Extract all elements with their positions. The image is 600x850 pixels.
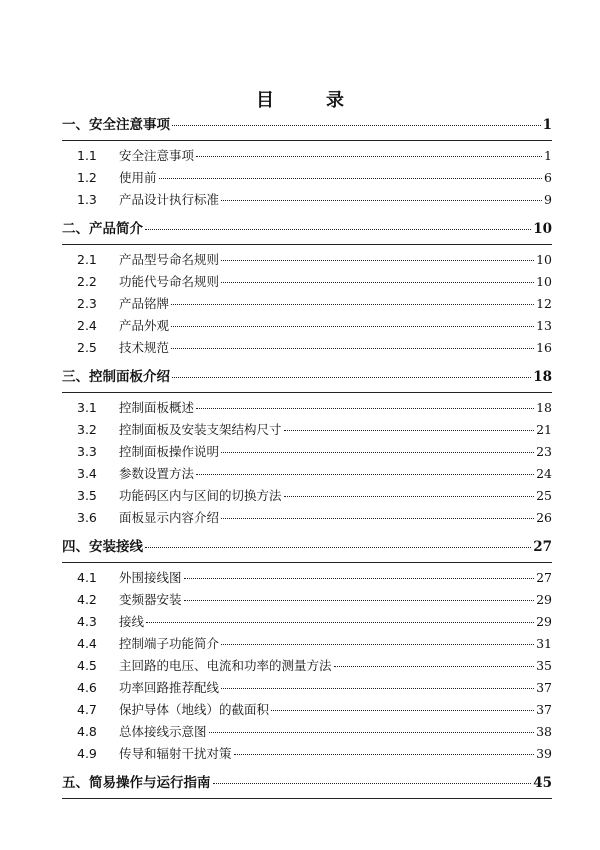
dot-leader xyxy=(221,200,542,201)
toc-section-entry[interactable] xyxy=(62,655,552,677)
toc-chapter-entry[interactable] xyxy=(62,114,552,136)
dot-leader xyxy=(159,178,543,179)
toc-chapter-entry[interactable] xyxy=(62,536,552,558)
dot-leader xyxy=(334,666,535,667)
dot-leader xyxy=(184,600,535,601)
section-number: 4.4 xyxy=(77,636,97,651)
chapter-divider xyxy=(62,392,552,393)
chapter-page-number: 10 xyxy=(533,221,552,237)
section-page-number: 18 xyxy=(536,400,552,415)
section-title: 变频器安装 xyxy=(119,592,182,607)
chapter-divider xyxy=(62,562,552,563)
section-number: 2.1 xyxy=(77,252,97,267)
dot-leader xyxy=(221,260,534,261)
section-title: 参数设置方法 xyxy=(119,466,195,481)
section-page-number: 29 xyxy=(536,592,552,607)
dot-leader xyxy=(213,783,532,784)
dot-leader xyxy=(171,326,534,327)
section-number: 3.6 xyxy=(77,510,97,525)
dot-leader xyxy=(271,710,534,711)
dot-leader xyxy=(171,348,534,349)
section-number: 3.3 xyxy=(77,444,97,459)
dot-leader xyxy=(196,474,534,475)
toc-section-entry[interactable] xyxy=(62,567,552,589)
section-title: 总体接线示意图 xyxy=(119,724,207,739)
table-of-contents xyxy=(62,114,552,803)
toc-section-entry[interactable] xyxy=(62,677,552,699)
section-number: 4.9 xyxy=(77,746,97,761)
toc-section-entry[interactable] xyxy=(62,293,552,315)
chapter-title: 三、控制面板介绍 xyxy=(62,369,170,385)
dot-leader xyxy=(221,518,534,519)
dot-leader xyxy=(172,125,541,126)
section-page-number: 9 xyxy=(544,192,552,207)
toc-section-entry[interactable] xyxy=(62,589,552,611)
chapter-page-number: 27 xyxy=(533,539,552,555)
chapter-page-number: 45 xyxy=(533,775,552,791)
toc-section-entry[interactable] xyxy=(62,337,552,359)
section-page-number: 21 xyxy=(536,422,552,437)
chapter-page-number: 1 xyxy=(542,117,552,133)
toc-title-char-2: 录 xyxy=(326,90,344,111)
chapter-title: 一、安全注意事项 xyxy=(62,117,170,133)
toc-section-entry[interactable] xyxy=(62,315,552,337)
section-number: 3.4 xyxy=(77,466,97,481)
section-title: 技术规范 xyxy=(119,340,170,355)
section-title: 传导和辐射干扰对策 xyxy=(119,746,232,761)
section-page-number: 25 xyxy=(536,488,552,503)
toc-chapter-entry[interactable] xyxy=(62,772,552,794)
section-page-number: 26 xyxy=(536,510,552,525)
chapter-page-number: 18 xyxy=(533,369,552,385)
dot-leader xyxy=(146,622,534,623)
toc-section-entry[interactable] xyxy=(62,271,552,293)
section-number: 3.1 xyxy=(77,400,97,415)
toc-section-entry[interactable] xyxy=(62,167,552,189)
section-number: 2.5 xyxy=(77,340,97,355)
toc-section-entry[interactable] xyxy=(62,145,552,167)
section-title: 控制面板概述 xyxy=(119,400,195,415)
section-page-number: 24 xyxy=(536,466,552,481)
dot-leader xyxy=(221,452,534,453)
section-page-number: 13 xyxy=(536,318,552,333)
toc-chapter-entry[interactable] xyxy=(62,366,552,388)
chapter-divider xyxy=(62,798,552,799)
section-number: 1.3 xyxy=(77,192,97,207)
section-page-number: 37 xyxy=(536,680,552,695)
section-number: 4.5 xyxy=(77,658,97,673)
section-page-number: 37 xyxy=(536,702,552,717)
toc-section-entry[interactable] xyxy=(62,633,552,655)
toc-chapter-entry[interactable] xyxy=(62,218,552,240)
section-number: 1.2 xyxy=(77,170,97,185)
toc-section-entry[interactable] xyxy=(62,249,552,271)
toc-section-entry[interactable] xyxy=(62,397,552,419)
dot-leader xyxy=(145,229,531,230)
section-title: 控制面板及安装支架结构尺寸 xyxy=(119,422,282,437)
toc-section-entry[interactable] xyxy=(62,419,552,441)
toc-section-entry[interactable] xyxy=(62,463,552,485)
section-number: 4.3 xyxy=(77,614,97,629)
section-title: 主回路的电压、电流和功率的测量方法 xyxy=(119,658,332,673)
section-number: 3.5 xyxy=(77,488,97,503)
section-number: 4.1 xyxy=(77,570,97,585)
section-page-number: 39 xyxy=(536,746,552,761)
dot-leader xyxy=(234,754,535,755)
section-title: 产品外观 xyxy=(119,318,170,333)
dot-leader xyxy=(196,408,534,409)
section-title: 使用前 xyxy=(119,170,157,185)
section-page-number: 27 xyxy=(536,570,552,585)
toc-title-char-1: 目 xyxy=(256,90,274,111)
section-title: 安全注意事项 xyxy=(119,148,195,163)
section-title: 功率回路推荐配线 xyxy=(119,680,220,695)
section-title: 功能代号命名规则 xyxy=(119,274,220,289)
dot-leader xyxy=(209,732,535,733)
chapter-divider xyxy=(62,244,552,245)
dot-leader xyxy=(196,156,542,157)
section-number: 2.4 xyxy=(77,318,97,333)
chapter-divider xyxy=(62,140,552,141)
section-page-number: 23 xyxy=(536,444,552,459)
dot-leader xyxy=(184,578,535,579)
toc-section-entry[interactable] xyxy=(62,441,552,463)
section-title: 控制面板操作说明 xyxy=(119,444,220,459)
dot-leader xyxy=(221,644,534,645)
dot-leader xyxy=(284,496,535,497)
dot-leader xyxy=(171,304,534,305)
dot-leader xyxy=(221,282,534,283)
section-page-number: 6 xyxy=(544,170,552,185)
section-number: 4.6 xyxy=(77,680,97,695)
chapter-title: 二、产品简介 xyxy=(62,221,143,237)
section-number: 4.2 xyxy=(77,592,97,607)
toc-section-entry[interactable] xyxy=(62,721,552,743)
section-number: 2.2 xyxy=(77,274,97,289)
section-page-number: 16 xyxy=(536,340,552,355)
section-page-number: 29 xyxy=(536,614,552,629)
section-title: 控制端子功能简介 xyxy=(119,636,220,651)
section-title: 产品铭牌 xyxy=(119,296,170,311)
dot-leader xyxy=(221,688,534,689)
section-page-number: 31 xyxy=(536,636,552,651)
section-title: 功能码区内与区间的切换方法 xyxy=(119,488,282,503)
toc-section-entry[interactable] xyxy=(62,699,552,721)
chapter-title: 四、安装接线 xyxy=(62,539,143,555)
section-page-number: 10 xyxy=(536,274,552,289)
toc-title xyxy=(0,86,600,112)
section-title: 外围接线图 xyxy=(119,570,182,585)
section-number: 4.8 xyxy=(77,724,97,739)
section-page-number: 35 xyxy=(536,658,552,673)
section-page-number: 10 xyxy=(536,252,552,267)
section-title: 产品设计执行标准 xyxy=(119,192,220,207)
dot-leader xyxy=(172,377,531,378)
section-number: 3.2 xyxy=(77,422,97,437)
section-page-number: 1 xyxy=(544,148,552,163)
toc-section-entry[interactable] xyxy=(62,611,552,633)
dot-leader xyxy=(145,547,531,548)
toc-section-entry[interactable] xyxy=(62,743,552,765)
section-page-number: 38 xyxy=(536,724,552,739)
toc-section-entry[interactable] xyxy=(62,189,552,211)
section-number: 1.1 xyxy=(77,148,97,163)
section-number: 2.3 xyxy=(77,296,97,311)
section-title: 产品型号命名规则 xyxy=(119,252,220,267)
section-title: 保护导体（地线）的截面积 xyxy=(119,702,270,717)
section-title: 面板显示内容介绍 xyxy=(119,510,220,525)
section-number: 4.7 xyxy=(77,702,97,717)
section-page-number: 12 xyxy=(536,296,552,311)
toc-section-entry[interactable] xyxy=(62,507,552,529)
chapter-title: 五、简易操作与运行指南 xyxy=(62,775,211,791)
section-title: 接线 xyxy=(119,614,145,629)
toc-section-entry[interactable] xyxy=(62,485,552,507)
dot-leader xyxy=(284,430,535,431)
